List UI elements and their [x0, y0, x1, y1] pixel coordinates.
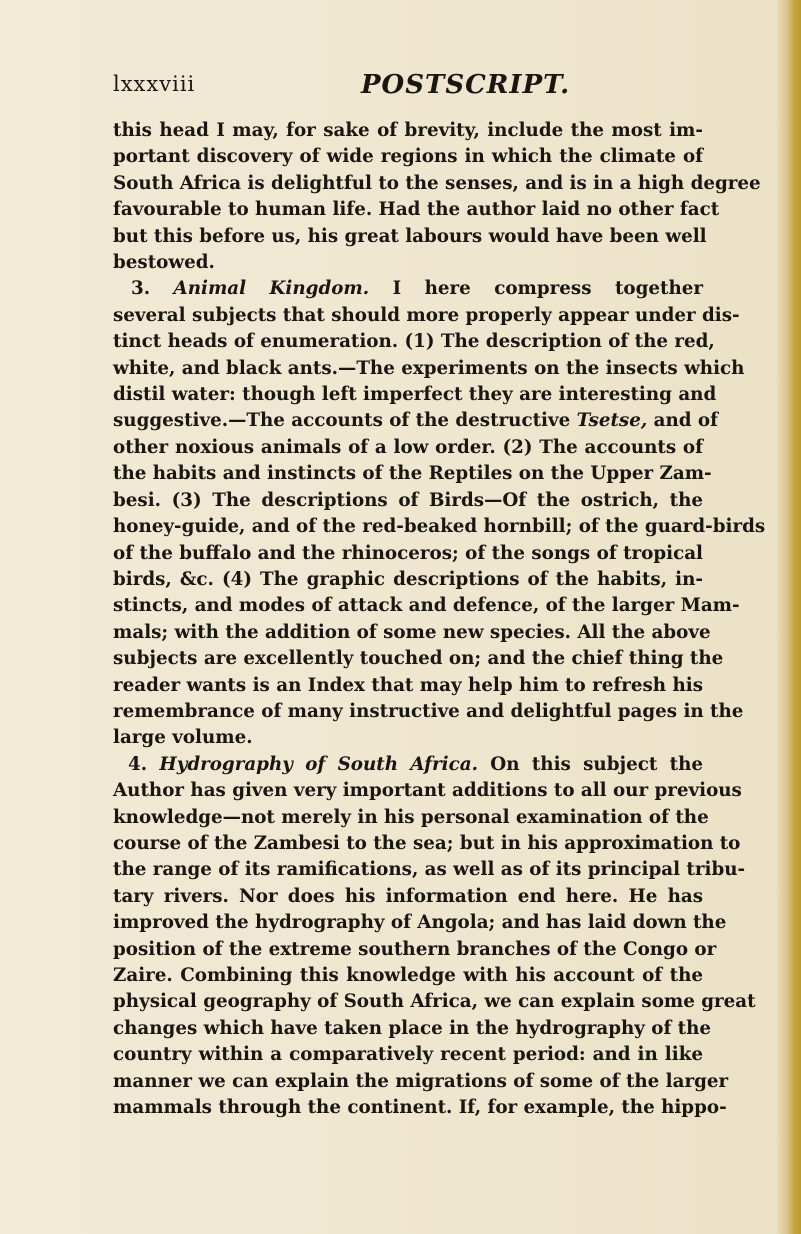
text-line: knowledge—not merely in his personal examination of the — [113, 806, 709, 828]
page-number: lxxxviii — [113, 72, 196, 96]
running-title: POSTSCRIPT. — [361, 70, 571, 100]
text-line: portant discovery of wide regions in which the climate of — [113, 146, 703, 168]
text-line: bestowed. — [113, 252, 215, 274]
text-line: but this before us, his great labours would have been well — [113, 225, 707, 247]
text-line: besi. (3) The descriptions of Birds—Of the ostrich, the — [113, 489, 703, 511]
tsetse-term: Tsetse, — [576, 410, 648, 432]
section-title: Animal Kingdom. — [173, 278, 370, 300]
section-4-heading-line — [113, 752, 703, 778]
text-line: physical geography of South Africa, we can explain some great — [113, 991, 756, 1013]
section-title: Hydrography of South Africa. — [159, 753, 478, 775]
text-line: the range of its ramifications, as well as of its principal tribu- — [113, 859, 746, 881]
text-line: white, and black ants.—The experiments on the insects which — [113, 357, 745, 379]
section-lead: I here compress together — [392, 278, 703, 300]
text-line: tinct heads of enumeration. (1) The description of the red, — [113, 331, 715, 353]
text-line: subjects are excellently touched on; and the chief thing the — [113, 648, 724, 670]
text-line: birds, &c. (4) The graphic descriptions of the habits, in- — [113, 568, 703, 590]
text-line: Zaire. Combining this knowledge with his account of the — [113, 965, 703, 986]
body-text — [113, 118, 766, 1121]
section-lead: On this subject the — [490, 753, 703, 775]
text-line: other noxious animals of a low order. (2) The accounts of — [113, 436, 703, 458]
text-line: large volume. — [113, 727, 253, 749]
text-line: remembrance of many instructive and delightful pages in the — [113, 700, 744, 722]
text-line: manner we can explain the migrations of some of the larger — [113, 1070, 729, 1092]
text-line: reader wants is an Index that may help him to refresh his — [113, 674, 703, 696]
text-line: tary rivers. Nor does his information end here. He has — [113, 885, 703, 907]
text-line: improved the hydrography of Angola; and has laid down the — [113, 912, 727, 934]
section-3-heading-line — [113, 276, 703, 302]
text-line: favourable to human life. Had the author laid no other fact — [113, 199, 720, 221]
text-line: mals; with the addition of some new species. All the above — [113, 621, 711, 643]
gilt-page-edge — [777, 0, 801, 1234]
text-line: course of the Zambesi to the sea; but in his approximation to — [113, 832, 741, 854]
text-line: this head I may, for sake of brevity, include the most im- — [113, 120, 703, 141]
text-line: distil water: though left imperfect they are interesting and — [113, 384, 717, 406]
page-header — [113, 70, 703, 104]
text-line: South Africa is delightful to the senses, and is in a high degree — [113, 172, 761, 194]
section-number: 4. — [128, 753, 148, 775]
text-line: Author has given very important additions to all our previous — [113, 780, 742, 802]
text-line: mammals through the continent. If, for example, the hippo- — [113, 1097, 727, 1119]
text-line: the habits and instincts of the Reptiles on the Upper Zam- — [113, 463, 712, 485]
text-line: country within a comparatively recent period: and in like — [113, 1044, 703, 1066]
section-number: 3. — [131, 278, 151, 300]
text-line: suggestive.—The accounts of the destructive Tsetse, and of — [113, 410, 718, 432]
text-line: position of the extreme southern branches of the Congo or — [113, 938, 717, 960]
text-line: stincts, and modes of attack and defence, of the larger Mam- — [113, 595, 740, 617]
text-line: honey-guide, and of the red-beaked hornbill; of the guard-birds — [113, 516, 766, 538]
text-line: several subjects that should more properly appear under dis- — [113, 304, 740, 326]
text-line: changes which have taken place in the hydrography of the — [113, 1017, 712, 1039]
text-line: of the buffalo and the rhinoceros; of the songs of tropical — [113, 542, 703, 564]
